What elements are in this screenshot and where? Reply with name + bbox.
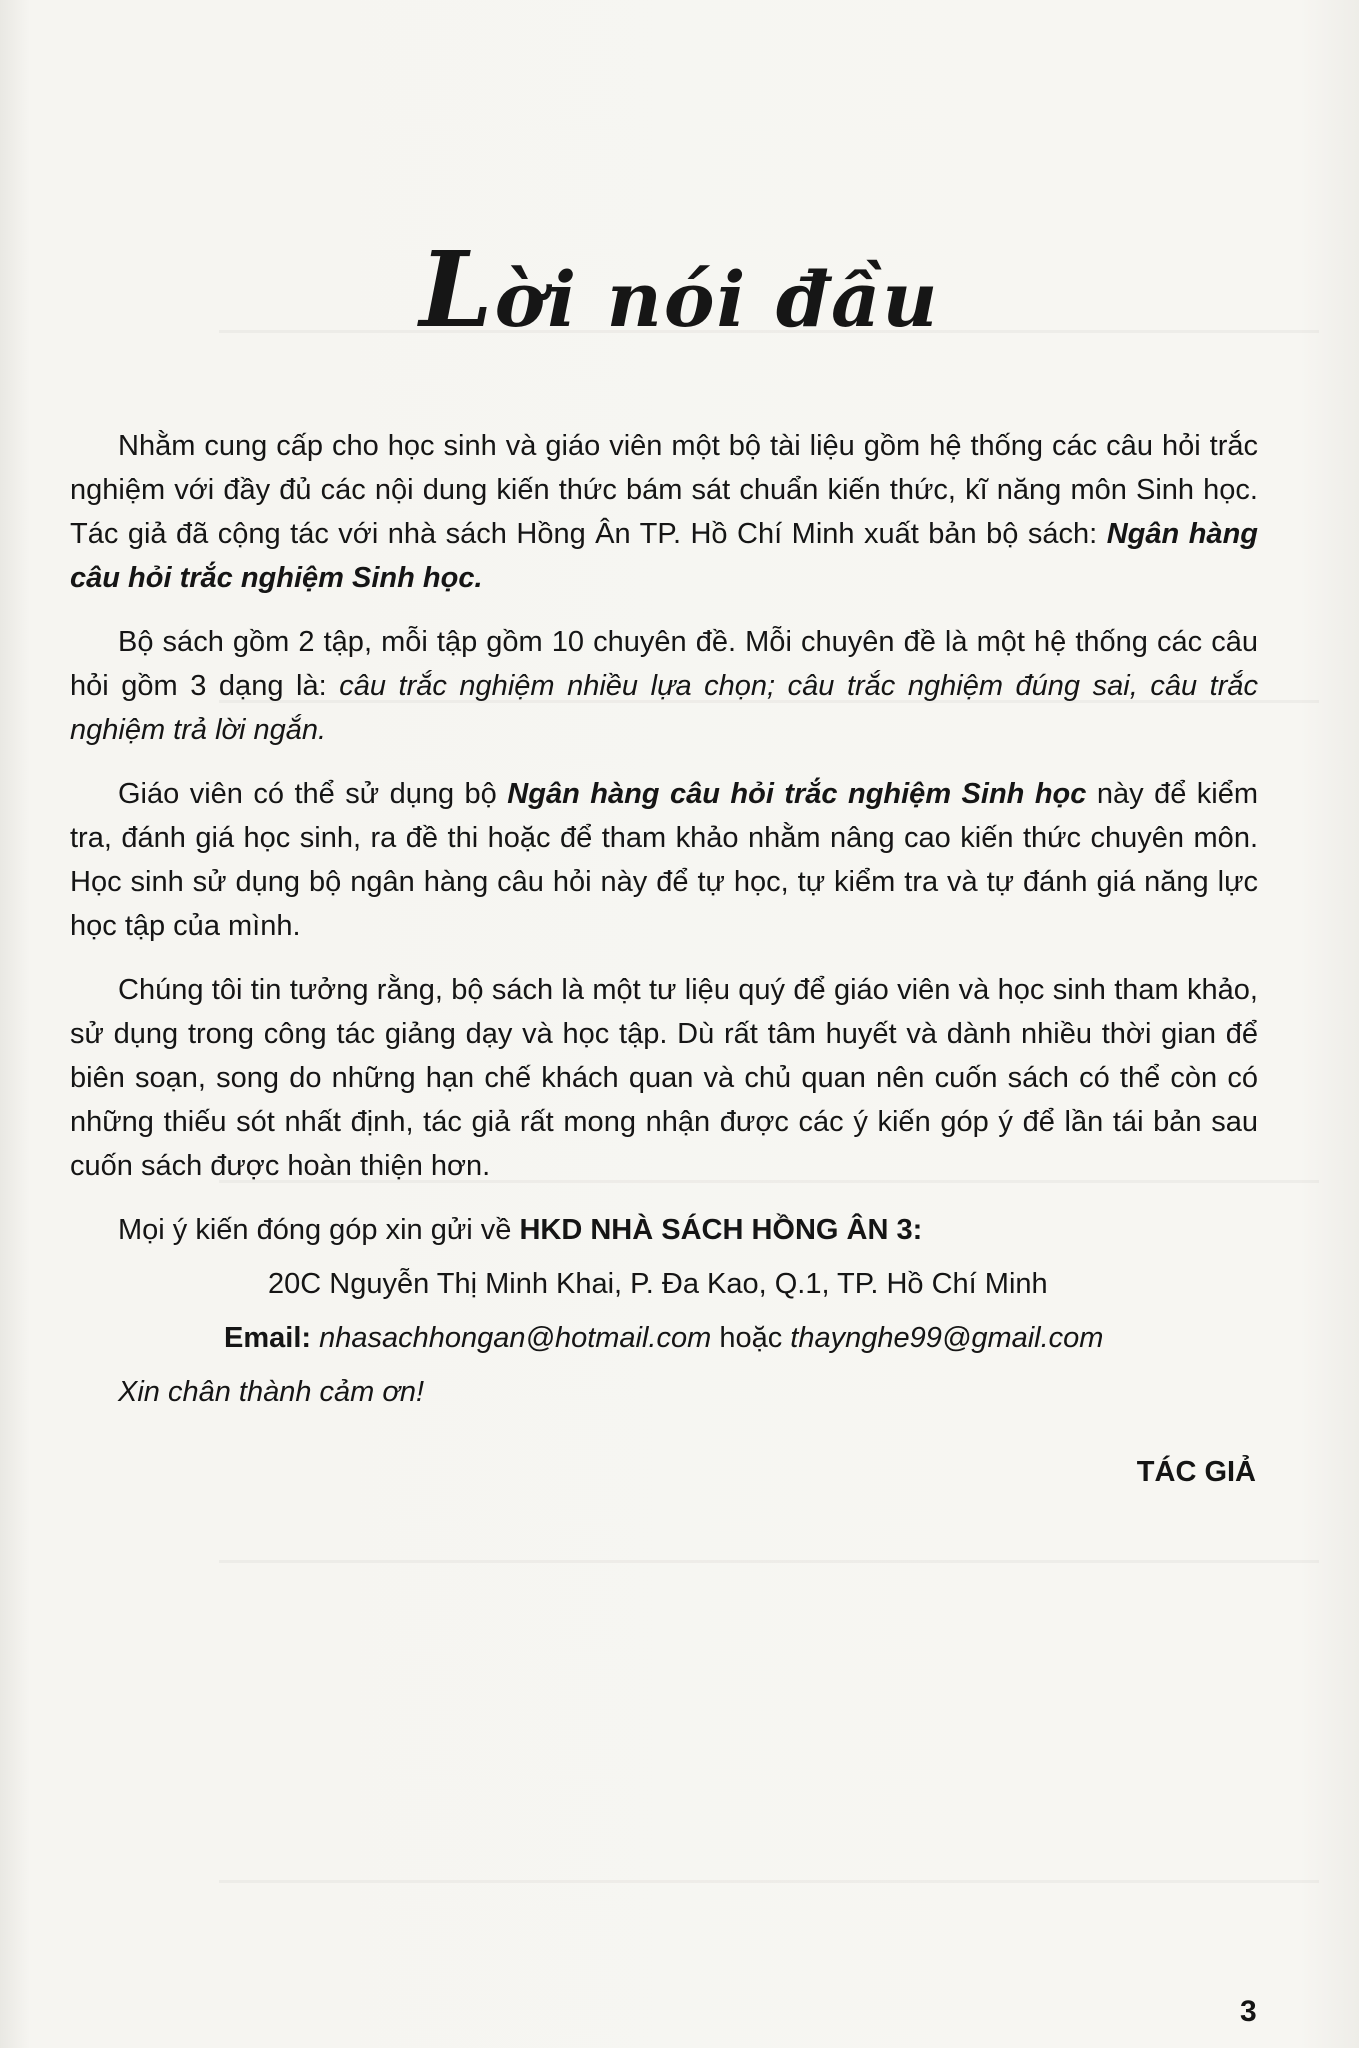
paragraph-3: Giáo viên có thể sử dụng bộ Ngân hàng câu hỏi trắc nghiệm Sinh học này để kiểm tra, đánh giá học sinh, ra đề thi hoặc để tham khảo nhằm nâng cao kiến thức chuyên môn. Học sinh sử dụng bộ ngân hàng câu hỏi này để tự học, tự kiểm tra và tự đánh giá năng lực học tập của mình.: [70, 778, 1259, 942]
preface-body: [70, 424, 1258, 1494]
address: 20C Nguyễn Thị Minh Khai, P. Đa Kao, Q.1, TP. Hồ Chí Minh: [268, 1268, 1048, 1300]
email-line: Email: nhasachhongan@hotmail.com hoặc thaynghe99@gmail.com: [224, 1322, 1104, 1354]
contact-intro: Mọi ý kiến đóng góp xin gửi về HKD NHÀ SÁCH HỒNG ÂN 3:: [118, 1214, 923, 1246]
page-number: 3: [1240, 1995, 1257, 2028]
paragraph-1: Nhằm cung cấp cho học sinh và giáo viên một bộ tài liệu gồm hệ thống các câu hỏi trắc nghiệm với đầy đủ các nội dung kiến thức bám sát chuẩn kiến thức, kĩ năng môn Sinh học. Tác giả đã cộng tác với nhà sách Hồng Ân TP. Hồ Chí Minh xuất bản bộ sách: Ngân hàng câu hỏi trắc nghiệm Sinh học.: [70, 430, 1258, 594]
paragraph-4: Chúng tôi tin tưởng rằng, bộ sách là một tư liệu quý để giáo viên và học sinh tham khảo, sử dụng trong công tác giảng dạy và học tập. Dù rất tâm huyết và dành nhiều thời gian để biên soạn, song do những hạn chế khách quan và chủ quan nên cuốn sách có thể còn có những thiếu sót nhất định, tác giả rất mong nhận được các ý kiến góp ý để lần tái bản sau cuốn sách được hoàn thiện hơn.: [70, 974, 1258, 1182]
email-link-2[interactable]: thaynghe99@gmail.com: [790, 1322, 1104, 1354]
page-title: Lời nói đầu: [419, 228, 940, 351]
paragraph-2: Bộ sách gồm 2 tập, mỗi tập gồm 10 chuyên đề. Mỗi chuyên đề là một hệ thống các câu hỏi gồm 3 dạng là: câu trắc nghiệm nhiều lựa chọn; câu trắc nghiệm đúng sai, câu trắc nghiệm trả lời ngắn.: [70, 626, 1258, 746]
thanks-line: Xin chân thành cảm ơn!: [118, 1376, 425, 1408]
author-signature: TÁC GIẢ: [1136, 1456, 1256, 1488]
email-link-1[interactable]: nhasachhongan@hotmail.com: [319, 1322, 712, 1354]
